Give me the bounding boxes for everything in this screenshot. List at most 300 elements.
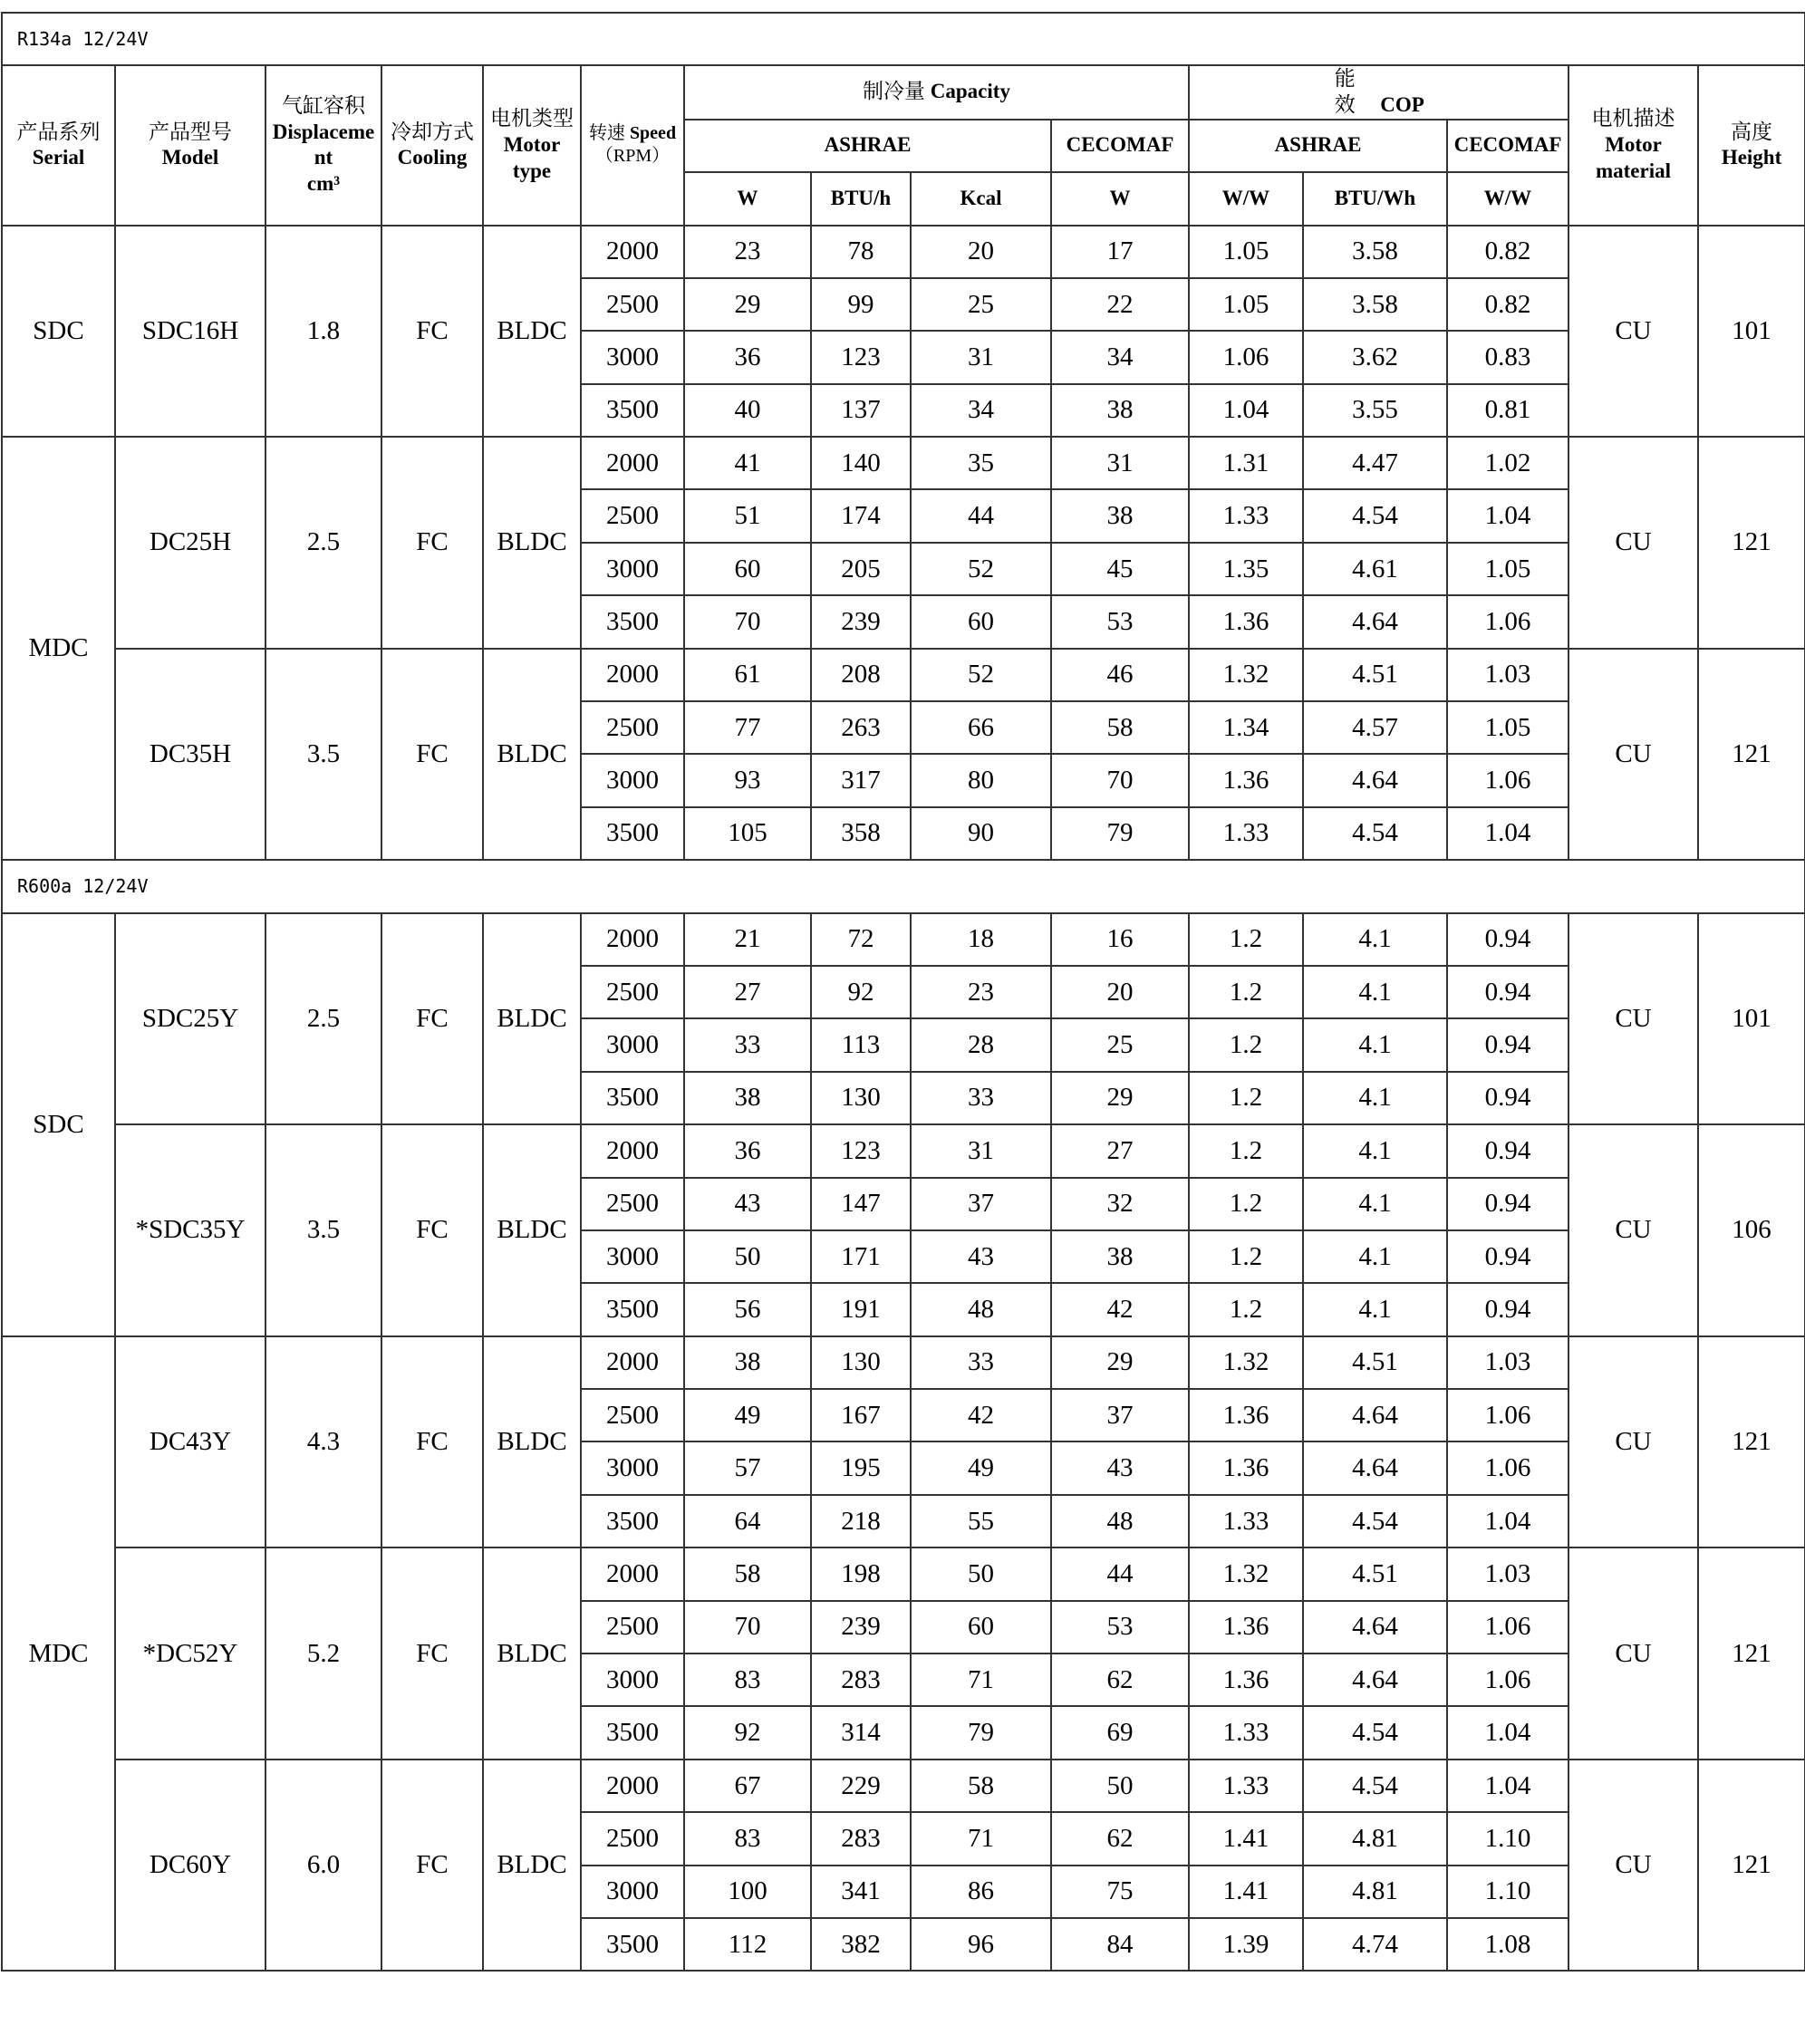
cap-kcal-cell: 71	[911, 1654, 1051, 1706]
cap-w-cell: 27	[684, 966, 811, 1018]
rpm-cell: 2500	[581, 489, 684, 542]
cec-w-cell: 16	[1051, 913, 1189, 966]
cec-ww-cell: 1.04	[1447, 1706, 1569, 1759]
table-row	[2, 1547, 1805, 1600]
cop-btu-cell: 4.74	[1303, 1918, 1447, 1971]
cooling-header	[381, 65, 483, 226]
cooling-header-en: Cooling	[397, 146, 468, 169]
cap-btu-cell: 218	[811, 1495, 911, 1547]
cop-btu-cell: 4.54	[1303, 489, 1447, 542]
cap-btu-cell: 239	[811, 595, 911, 648]
cap-w-cell: 58	[684, 1547, 811, 1600]
cop-header	[1189, 65, 1569, 120]
displacement-cell: 1.8	[265, 226, 381, 438]
rpm-cell: 3000	[581, 754, 684, 806]
cop-ww-cell: 1.35	[1189, 543, 1303, 595]
displacement-header-unit: cm³	[306, 172, 341, 195]
cec-ww-cell: 1.06	[1447, 1389, 1569, 1441]
cec-w-cell: 46	[1051, 649, 1189, 701]
cop-btu-cell: 4.64	[1303, 595, 1447, 648]
displacement-header-en1: Displaceme	[272, 120, 375, 143]
cec-ww-cell: 1.02	[1447, 437, 1569, 489]
cop-ww-cell: 1.36	[1189, 1441, 1303, 1494]
motor-material-cell: CU	[1569, 226, 1698, 438]
cop-ww-cell: 1.39	[1189, 1918, 1303, 1971]
cec-w-cell: 38	[1051, 384, 1189, 437]
cap-btu-cell: 358	[811, 807, 911, 860]
rpm-cell: 3500	[581, 1072, 684, 1124]
rpm-cell: 2000	[581, 1760, 684, 1812]
cap-btu-cell: 198	[811, 1547, 911, 1600]
cap-btu-cell: 78	[811, 226, 911, 278]
cap-btu-cell: 205	[811, 543, 911, 595]
serial-cell: SDC	[2, 226, 115, 438]
model-cell: DC35H	[115, 649, 265, 861]
cooling-cell: FC	[381, 913, 483, 1125]
cap-kcal-cell: 52	[911, 649, 1051, 701]
section-row	[2, 860, 1805, 912]
cap-kcal-cell: 42	[911, 1389, 1051, 1441]
motor-material-cell: CU	[1569, 913, 1698, 1125]
cop-ww-cell: 1.36	[1189, 595, 1303, 648]
cop-ww-cell: 1.2	[1189, 1178, 1303, 1230]
cec-ww-cell: 1.04	[1447, 489, 1569, 542]
displacement-cell: 4.3	[265, 1336, 381, 1548]
motor-type-cell: BLDC	[483, 226, 581, 438]
table-row	[2, 1124, 1805, 1177]
cop-btu-cell: 4.64	[1303, 1654, 1447, 1706]
cap-kcal-cell: 49	[911, 1441, 1051, 1494]
cap-w-cell: 33	[684, 1018, 811, 1071]
speed-header-unit: （RPM）	[594, 146, 671, 167]
motor-material-header-en2: material	[1595, 159, 1671, 182]
motor-type-header-en2: type	[512, 159, 552, 182]
cec-ww-cell: 1.04	[1447, 1760, 1569, 1812]
cap-btu-cell: 147	[811, 1178, 911, 1230]
cop-ww-cell: 1.36	[1189, 1654, 1303, 1706]
height-cell: 121	[1698, 437, 1805, 649]
cec-ww-cell: 1.10	[1447, 1866, 1569, 1918]
cop-ww-cell: 1.33	[1189, 1495, 1303, 1547]
cap-kcal-cell: 80	[911, 754, 1051, 806]
section-row	[2, 13, 1805, 65]
cec-ww-cell: 1.08	[1447, 1918, 1569, 1971]
cop-btu-cell: 4.47	[1303, 437, 1447, 489]
motor-material-cell: CU	[1569, 1336, 1698, 1548]
cop-btu-cell: 4.1	[1303, 913, 1447, 966]
cap-kcal-cell: 18	[911, 913, 1051, 966]
cec-w-cell: 53	[1051, 1601, 1189, 1654]
cec-w-cell: 17	[1051, 226, 1189, 278]
cap-w-cell: 93	[684, 754, 811, 806]
unit-cap-kcal: Kcal	[911, 172, 1051, 226]
cec-ww-cell: 0.94	[1447, 966, 1569, 1018]
cec-ww-cell: 1.06	[1447, 754, 1569, 806]
rpm-cell: 3500	[581, 1918, 684, 1971]
cap-w-cell: 38	[684, 1072, 811, 1124]
cop-btu-cell: 4.54	[1303, 1495, 1447, 1547]
rpm-cell: 2500	[581, 701, 684, 754]
cop-ww-cell: 1.33	[1189, 807, 1303, 860]
cap-btu-cell: 130	[811, 1336, 911, 1389]
table-body	[2, 226, 1805, 1972]
cec-w-cell: 50	[1051, 1760, 1189, 1812]
model-cell: DC43Y	[115, 1336, 265, 1548]
cap-kcal-cell: 79	[911, 1706, 1051, 1759]
cap-kcal-cell: 90	[911, 807, 1051, 860]
cec-w-cell: 84	[1051, 1918, 1189, 1971]
cap-btu-cell: 263	[811, 701, 911, 754]
height-header-zh: 高度	[1731, 120, 1773, 143]
cap-w-cell: 23	[684, 226, 811, 278]
motor-type-cell: BLDC	[483, 437, 581, 649]
cop-btu-cell: 4.51	[1303, 1547, 1447, 1600]
height-cell: 121	[1698, 1547, 1805, 1760]
cap-w-cell: 43	[684, 1178, 811, 1230]
capacity-cecomaf-header: CECOMAF	[1051, 120, 1189, 172]
table-row	[2, 649, 1805, 701]
cap-btu-cell: 174	[811, 489, 911, 542]
cap-btu-cell: 92	[811, 966, 911, 1018]
serial-header	[2, 65, 115, 226]
cap-kcal-cell: 35	[911, 437, 1051, 489]
serial-cell: SDC	[2, 913, 115, 1336]
capacity-ashrae-header: ASHRAE	[684, 120, 1051, 172]
cec-w-cell: 62	[1051, 1812, 1189, 1865]
cop-btu-cell: 4.81	[1303, 1812, 1447, 1865]
cop-ww-cell: 1.2	[1189, 1072, 1303, 1124]
height-cell: 106	[1698, 1124, 1805, 1336]
cap-btu-cell: 239	[811, 1601, 911, 1654]
cec-w-cell: 37	[1051, 1389, 1189, 1441]
compressor-spec-table	[1, 12, 1805, 1972]
cop-ww-cell: 1.34	[1189, 701, 1303, 754]
cap-btu-cell: 195	[811, 1441, 911, 1494]
cap-kcal-cell: 31	[911, 1124, 1051, 1177]
cap-w-cell: 41	[684, 437, 811, 489]
cec-w-cell: 38	[1051, 489, 1189, 542]
cap-btu-cell: 314	[811, 1706, 911, 1759]
displacement-cell: 5.2	[265, 1547, 381, 1760]
cop-ww-cell: 1.2	[1189, 1124, 1303, 1177]
cec-ww-cell: 0.94	[1447, 1283, 1569, 1335]
cooling-cell: FC	[381, 1124, 483, 1336]
cap-w-cell: 36	[684, 1124, 811, 1177]
cec-w-cell: 22	[1051, 278, 1189, 331]
cap-kcal-cell: 55	[911, 1495, 1051, 1547]
cap-btu-cell: 208	[811, 649, 911, 701]
cap-kcal-cell: 60	[911, 595, 1051, 648]
cop-btu-cell: 4.54	[1303, 1706, 1447, 1759]
cap-kcal-cell: 20	[911, 226, 1051, 278]
cap-kcal-cell: 43	[911, 1230, 1051, 1283]
cap-kcal-cell: 23	[911, 966, 1051, 1018]
cap-w-cell: 29	[684, 278, 811, 331]
cap-w-cell: 57	[684, 1441, 811, 1494]
serial-cell: MDC	[2, 1336, 115, 1972]
motor-material-cell: CU	[1569, 1124, 1698, 1336]
cec-w-cell: 75	[1051, 1866, 1189, 1918]
cop-header-zh: 能效	[1334, 67, 1356, 116]
cec-w-cell: 79	[1051, 807, 1189, 860]
cec-ww-cell: 1.03	[1447, 1336, 1569, 1389]
height-cell: 101	[1698, 226, 1805, 438]
cooling-cell: FC	[381, 1547, 483, 1760]
cop-ww-cell: 1.2	[1189, 966, 1303, 1018]
rpm-cell: 2500	[581, 278, 684, 331]
cec-ww-cell: 0.94	[1447, 1230, 1569, 1283]
cec-ww-cell: 0.94	[1447, 913, 1569, 966]
cec-ww-cell: 1.06	[1447, 595, 1569, 648]
cap-kcal-cell: 96	[911, 1918, 1051, 1971]
cap-kcal-cell: 52	[911, 543, 1051, 595]
cap-kcal-cell: 48	[911, 1283, 1051, 1335]
header-row-1	[2, 65, 1805, 120]
cop-btu-cell: 4.64	[1303, 1441, 1447, 1494]
speed-header-zh: 转速	[588, 123, 625, 144]
cop-ww-cell: 1.2	[1189, 1283, 1303, 1335]
cap-w-cell: 60	[684, 543, 811, 595]
motor-type-header	[483, 65, 581, 226]
cec-w-cell: 43	[1051, 1441, 1189, 1494]
section-label: R134a 12/24V	[2, 13, 1805, 65]
cap-w-cell: 36	[684, 331, 811, 383]
cap-btu-cell: 140	[811, 437, 911, 489]
cec-w-cell: 42	[1051, 1283, 1189, 1335]
cap-kcal-cell: 33	[911, 1072, 1051, 1124]
cop-btu-cell: 4.57	[1303, 701, 1447, 754]
table-row	[2, 1336, 1805, 1389]
cop-btu-cell: 3.55	[1303, 384, 1447, 437]
displacement-header-zh: 气缸容积	[282, 93, 365, 117]
displacement-cell: 6.0	[265, 1760, 381, 1972]
cap-kcal-cell: 60	[911, 1601, 1051, 1654]
cop-btu-cell: 4.51	[1303, 649, 1447, 701]
rpm-cell: 2000	[581, 1336, 684, 1389]
cop-btu-cell: 3.62	[1303, 331, 1447, 383]
cop-btu-cell: 4.81	[1303, 1866, 1447, 1918]
cap-w-cell: 83	[684, 1654, 811, 1706]
displacement-header	[265, 65, 381, 226]
displacement-header-en2: nt	[314, 146, 333, 169]
unit-cec-ww: W/W	[1447, 172, 1569, 226]
cec-w-cell: 45	[1051, 543, 1189, 595]
height-header	[1698, 65, 1805, 226]
cap-w-cell: 56	[684, 1283, 811, 1335]
cop-ww-cell: 1.36	[1189, 1389, 1303, 1441]
cec-ww-cell: 1.06	[1447, 1601, 1569, 1654]
rpm-cell: 3000	[581, 543, 684, 595]
displacement-cell: 3.5	[265, 649, 381, 861]
cec-ww-cell: 1.06	[1447, 1654, 1569, 1706]
rpm-cell: 2000	[581, 913, 684, 966]
cap-kcal-cell: 37	[911, 1178, 1051, 1230]
cap-w-cell: 51	[684, 489, 811, 542]
cap-w-cell: 105	[684, 807, 811, 860]
rpm-cell: 2500	[581, 1178, 684, 1230]
cop-ww-cell: 1.41	[1189, 1866, 1303, 1918]
cec-w-cell: 58	[1051, 701, 1189, 754]
serial-cell: MDC	[2, 437, 115, 860]
cop-btu-cell: 4.1	[1303, 1018, 1447, 1071]
rpm-cell: 2500	[581, 966, 684, 1018]
cop-ww-cell: 1.2	[1189, 913, 1303, 966]
displacement-cell: 3.5	[265, 1124, 381, 1336]
cap-btu-cell: 99	[811, 278, 911, 331]
rpm-cell: 3000	[581, 1866, 684, 1918]
rpm-cell: 3500	[581, 384, 684, 437]
cop-btu-cell: 4.51	[1303, 1336, 1447, 1389]
motor-type-cell: BLDC	[483, 913, 581, 1125]
cop-ashrae-header: ASHRAE	[1189, 120, 1447, 172]
cec-ww-cell: 1.05	[1447, 543, 1569, 595]
cec-ww-cell: 1.10	[1447, 1812, 1569, 1865]
speed-header-en: Speed	[629, 123, 677, 144]
rpm-cell: 2000	[581, 1124, 684, 1177]
cooling-cell: FC	[381, 1336, 483, 1548]
cop-ww-cell: 1.32	[1189, 649, 1303, 701]
cop-btu-cell: 4.61	[1303, 543, 1447, 595]
cap-w-cell: 70	[684, 595, 811, 648]
motor-material-cell: CU	[1569, 649, 1698, 861]
cap-btu-cell: 123	[811, 1124, 911, 1177]
model-cell: SDC25Y	[115, 913, 265, 1125]
cec-w-cell: 25	[1051, 1018, 1189, 1071]
rpm-cell: 3500	[581, 1495, 684, 1547]
cop-ww-cell: 1.05	[1189, 278, 1303, 331]
rpm-cell: 2500	[581, 1812, 684, 1865]
motor-material-header	[1569, 65, 1698, 226]
cop-btu-cell: 4.54	[1303, 1760, 1447, 1812]
cec-w-cell: 38	[1051, 1230, 1189, 1283]
model-header-en: Model	[161, 146, 219, 169]
motor-material-cell: CU	[1569, 1547, 1698, 1760]
cop-header-en: COP	[1380, 92, 1424, 116]
cap-kcal-cell: 71	[911, 1812, 1051, 1865]
cec-ww-cell: 1.04	[1447, 1495, 1569, 1547]
cop-ww-cell: 1.33	[1189, 1706, 1303, 1759]
model-cell: SDC16H	[115, 226, 265, 438]
motor-type-header-zh: 电机类型	[490, 107, 574, 130]
cec-w-cell: 29	[1051, 1336, 1189, 1389]
cop-btu-cell: 4.64	[1303, 1389, 1447, 1441]
serial-header-zh: 产品系列	[16, 120, 101, 143]
motor-type-cell: BLDC	[483, 1547, 581, 1760]
model-header-zh: 产品型号	[149, 120, 232, 143]
cap-kcal-cell: 28	[911, 1018, 1051, 1071]
cap-w-cell: 67	[684, 1760, 811, 1812]
cap-w-cell: 50	[684, 1230, 811, 1283]
cap-btu-cell: 137	[811, 384, 911, 437]
cap-btu-cell: 341	[811, 1866, 911, 1918]
cec-ww-cell: 1.04	[1447, 807, 1569, 860]
unit-cop-ww: W/W	[1189, 172, 1303, 226]
motor-material-header-en1: Motor	[1605, 132, 1662, 156]
section-label: R600a 12/24V	[2, 860, 1805, 912]
height-cell: 121	[1698, 1760, 1805, 1972]
cap-btu-cell: 283	[811, 1812, 911, 1865]
cop-btu-cell: 4.1	[1303, 1124, 1447, 1177]
cec-w-cell: 44	[1051, 1547, 1189, 1600]
cec-ww-cell: 1.06	[1447, 1441, 1569, 1494]
motor-material-header-zh: 电机描述	[1591, 107, 1675, 130]
cop-btu-cell: 3.58	[1303, 226, 1447, 278]
cap-kcal-cell: 25	[911, 278, 1051, 331]
cec-w-cell: 20	[1051, 966, 1189, 1018]
table-row	[2, 437, 1805, 489]
capacity-header	[684, 65, 1189, 120]
cec-ww-cell: 0.94	[1447, 1018, 1569, 1071]
rpm-cell: 2000	[581, 226, 684, 278]
cec-w-cell: 48	[1051, 1495, 1189, 1547]
cap-w-cell: 100	[684, 1866, 811, 1918]
cap-w-cell: 21	[684, 913, 811, 966]
cop-btu-cell: 3.58	[1303, 278, 1447, 331]
motor-type-cell: BLDC	[483, 1336, 581, 1548]
rpm-cell: 3500	[581, 807, 684, 860]
motor-type-cell: BLDC	[483, 649, 581, 861]
cop-ww-cell: 1.2	[1189, 1230, 1303, 1283]
cec-w-cell: 70	[1051, 754, 1189, 806]
cop-btu-cell: 4.64	[1303, 1601, 1447, 1654]
cec-ww-cell: 0.81	[1447, 384, 1569, 437]
rpm-cell: 3500	[581, 1283, 684, 1335]
cooling-header-zh: 冷却方式	[391, 120, 474, 143]
motor-material-cell: CU	[1569, 1760, 1698, 1972]
rpm-cell: 3000	[581, 1018, 684, 1071]
cec-w-cell: 29	[1051, 1072, 1189, 1124]
cap-kcal-cell: 66	[911, 701, 1051, 754]
cop-ww-cell: 1.41	[1189, 1812, 1303, 1865]
cec-ww-cell: 1.03	[1447, 649, 1569, 701]
cap-btu-cell: 167	[811, 1389, 911, 1441]
capacity-header-en: Capacity	[930, 80, 1010, 103]
unit-cap-btu: BTU/h	[811, 172, 911, 226]
cec-w-cell: 27	[1051, 1124, 1189, 1177]
rpm-cell: 3000	[581, 331, 684, 383]
height-header-en: Height	[1721, 146, 1782, 169]
rpm-cell: 2500	[581, 1601, 684, 1654]
cec-w-cell: 34	[1051, 331, 1189, 383]
cec-ww-cell: 1.03	[1447, 1547, 1569, 1600]
cap-btu-cell: 171	[811, 1230, 911, 1283]
cec-w-cell: 62	[1051, 1654, 1189, 1706]
cap-kcal-cell: 33	[911, 1336, 1051, 1389]
cop-ww-cell: 1.06	[1189, 331, 1303, 383]
cop-ww-cell: 1.36	[1189, 1601, 1303, 1654]
cec-w-cell: 53	[1051, 595, 1189, 648]
cop-btu-cell: 4.1	[1303, 1178, 1447, 1230]
displacement-cell: 2.5	[265, 913, 381, 1125]
cap-kcal-cell: 58	[911, 1760, 1051, 1812]
cec-ww-cell: 0.94	[1447, 1178, 1569, 1230]
cap-w-cell: 77	[684, 701, 811, 754]
cec-ww-cell: 0.82	[1447, 226, 1569, 278]
cap-w-cell: 83	[684, 1812, 811, 1865]
serial-header-en: Serial	[32, 146, 85, 169]
cap-w-cell: 49	[684, 1389, 811, 1441]
cec-ww-cell: 0.94	[1447, 1124, 1569, 1177]
cap-btu-cell: 130	[811, 1072, 911, 1124]
cooling-cell: FC	[381, 649, 483, 861]
cop-ww-cell: 1.2	[1189, 1018, 1303, 1071]
cap-btu-cell: 382	[811, 1918, 911, 1971]
table-row	[2, 1760, 1805, 1812]
motor-type-header-en1: Motor	[503, 132, 561, 156]
motor-material-cell: CU	[1569, 437, 1698, 649]
unit-cop-btu: BTU/Wh	[1303, 172, 1447, 226]
cap-w-cell: 40	[684, 384, 811, 437]
